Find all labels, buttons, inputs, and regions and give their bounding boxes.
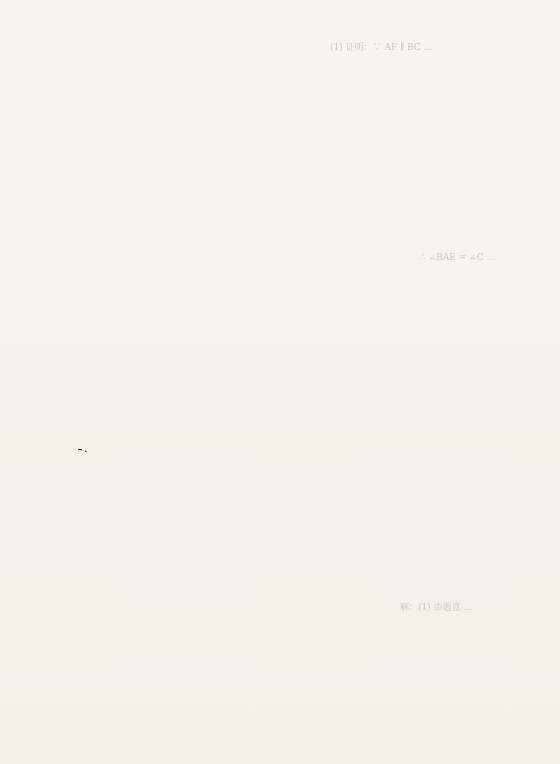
exam-page: (1) 证明：∵ AF ∥ BC … ∴ ∠BAE = ∠C … 解：(1) 由题意 … . — [0, 0, 560, 764]
q22-solution-2: . — [76, 436, 560, 462]
q22-p-white-num — [78, 449, 82, 450]
q22-p-white-fraction — [78, 449, 82, 450]
